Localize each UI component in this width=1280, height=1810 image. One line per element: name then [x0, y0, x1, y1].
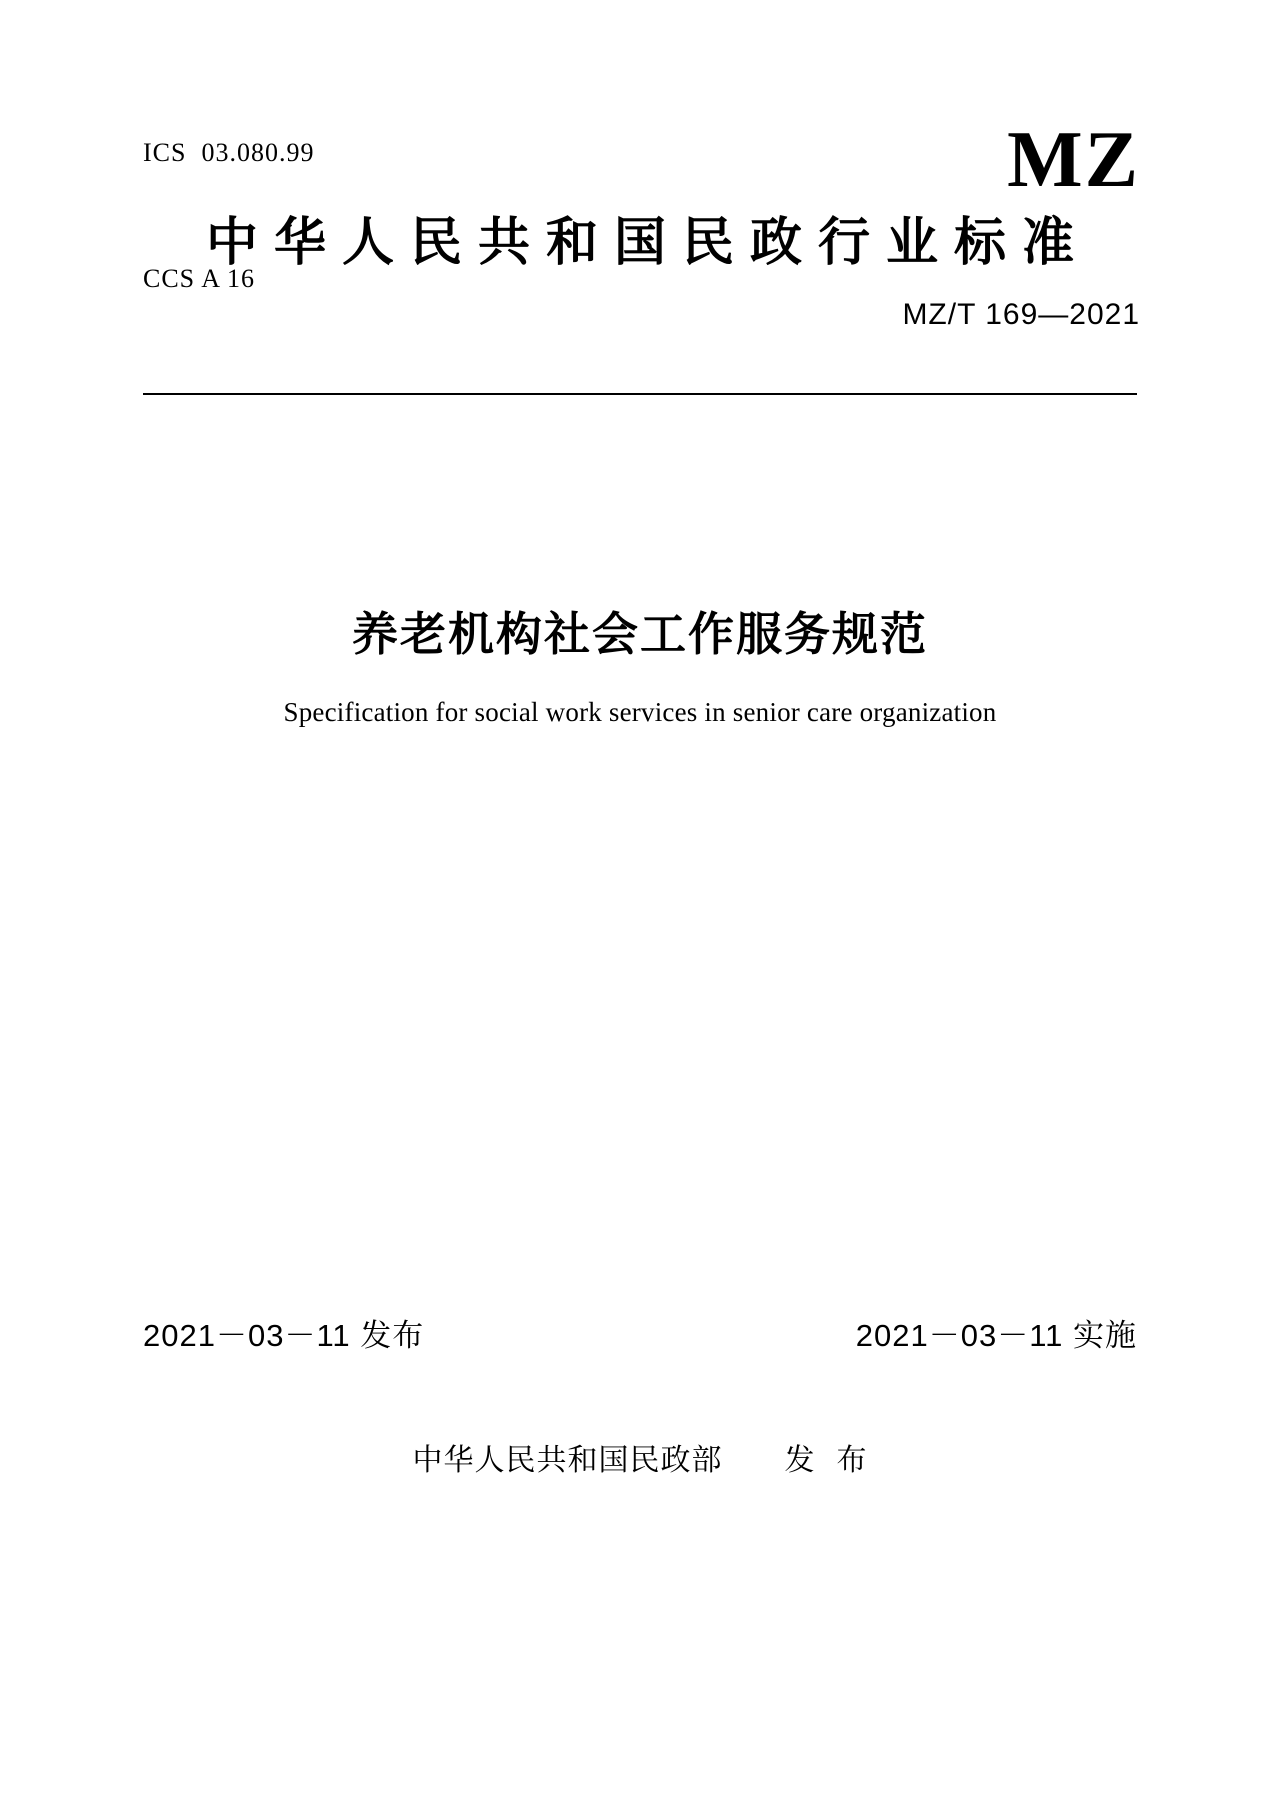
issuing-authority: 中华人民共和国民政部 发 布 — [412, 1443, 868, 1478]
ccs-code: CCS A 16 — [143, 264, 256, 293]
national-standard-title: 中华人民共和国民政行业标准 — [205, 213, 1090, 273]
mz-logo-text: MZ — [1007, 116, 1140, 204]
standard-number: MZ/T 169—2021 — [902, 298, 1140, 331]
dates-row — [143, 1310, 1137, 1355]
ics-code: ICS 03.080.99 — [143, 138, 315, 167]
implementation-date: 2021－03－11 实施 — [855, 1318, 1137, 1353]
issue-date: 2021－03－11 发布 — [143, 1318, 425, 1353]
header-divider — [143, 393, 1137, 395]
document-title-english: Specification for social work services in senior care organization — [283, 697, 997, 727]
document-title-chinese: 养老机构社会工作服务规范 — [352, 607, 928, 661]
